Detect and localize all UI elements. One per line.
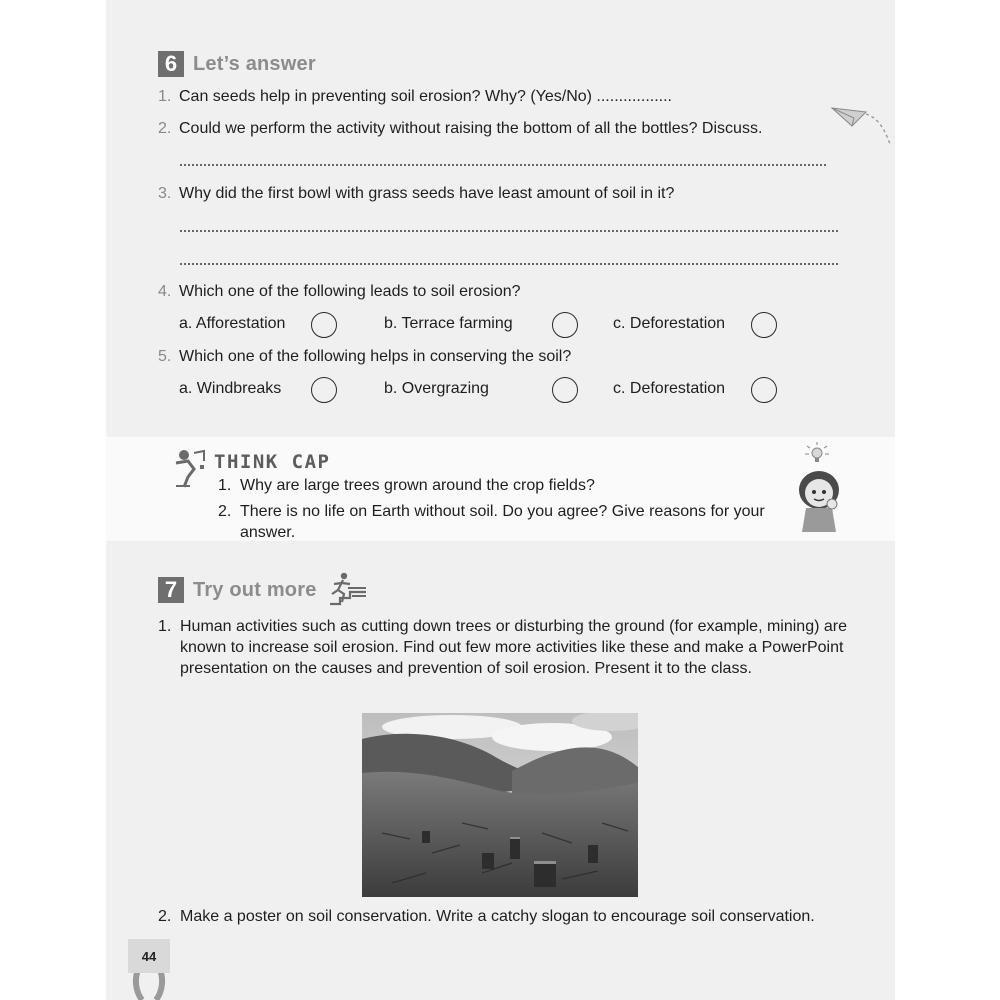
q4-option-a-radio[interactable] xyxy=(311,312,337,338)
question-4-text: Which one of the following leads to soil erosion? xyxy=(179,283,521,300)
question-2: 2. Could we perform the activity without raising the bottom of all the bottles? Discuss. xyxy=(158,120,763,137)
q5-option-c: c. Deforestation xyxy=(613,380,726,397)
think-cap-title: THINK CAP xyxy=(214,451,331,473)
girl-thinking-icon xyxy=(790,468,848,534)
section-6-number: 6 xyxy=(158,51,184,77)
section-7-header xyxy=(158,577,317,603)
q4-option-c: c. Deforestation xyxy=(613,315,726,332)
question-1-text: Can seeds help in preventing soil erosion? Why? (Yes/No) ................. xyxy=(179,88,672,105)
q5-option-c-radio[interactable] xyxy=(751,377,777,403)
question-5: 5. Which one of the following helps in conserving the soil? xyxy=(158,348,572,365)
question-4: 4. Which one of the following leads to soil erosion? xyxy=(158,283,521,300)
section-6-title: Let’s answer xyxy=(193,52,316,75)
q4-option-a: a. Afforestation xyxy=(179,315,286,332)
answer-line-q3-2[interactable] xyxy=(179,263,839,265)
think-cap-question-1: 1. Why are large trees grown around the crop fields? xyxy=(218,477,595,494)
q5-option-a: a. Windbreaks xyxy=(179,380,282,397)
question-2-text: Could we perform the activity without raising the bottom of all the bottles? Discuss. xyxy=(179,120,763,137)
question-1: 1. Can seeds help in preventing soil erosion? Why? (Yes/No) ................. xyxy=(158,88,672,105)
q4-option-b: b. Terrace farming xyxy=(384,315,513,332)
try-out-item-1: 1. Human activities such as cutting down trees or disturbing the ground (for example, mining) are known to increase soil erosion. Find out few more activities like these and make a PowerPoint presentation on the causes and prevention of soil erosion. Present it to the class. xyxy=(158,618,847,677)
mascot-hands-icon xyxy=(130,970,168,1000)
q5-option-b-radio[interactable] xyxy=(552,377,578,403)
thinking-person-icon xyxy=(174,447,210,489)
paper-plane-icon xyxy=(830,104,894,150)
answer-line-q3-1[interactable] xyxy=(179,230,839,232)
running-stairs-icon xyxy=(326,572,368,606)
question-5-text: Which one of the following helps in conserving the soil? xyxy=(179,348,572,365)
section-7-number: 7 xyxy=(158,577,184,603)
page-number: 44 xyxy=(128,939,170,973)
question-3-text: Why did the first bowl with grass seeds have least amount of soil in it? xyxy=(179,185,675,202)
question-3: 3. Why did the first bowl with grass seeds have least amount of soil in it? xyxy=(158,185,675,202)
q4-option-b-radio[interactable] xyxy=(552,312,578,338)
lightbulb-icon xyxy=(802,441,832,467)
think-cap-question-2: 2. There is no life on Earth without soil. Do you agree? Give reasons for your answer. xyxy=(218,503,765,541)
try-out-item-2: 2. Make a poster on soil conservation. Write a catchy slogan to encourage soil conservation. xyxy=(158,908,815,925)
answer-line-q2[interactable] xyxy=(179,164,827,166)
deforestation-photo xyxy=(362,713,638,897)
q5-option-b: b. Overgrazing xyxy=(384,380,489,397)
q4-option-c-radio[interactable] xyxy=(751,312,777,338)
section-7-title: Try out more xyxy=(193,578,317,601)
section-6-header xyxy=(158,51,316,77)
q5-option-a-radio[interactable] xyxy=(311,377,337,403)
